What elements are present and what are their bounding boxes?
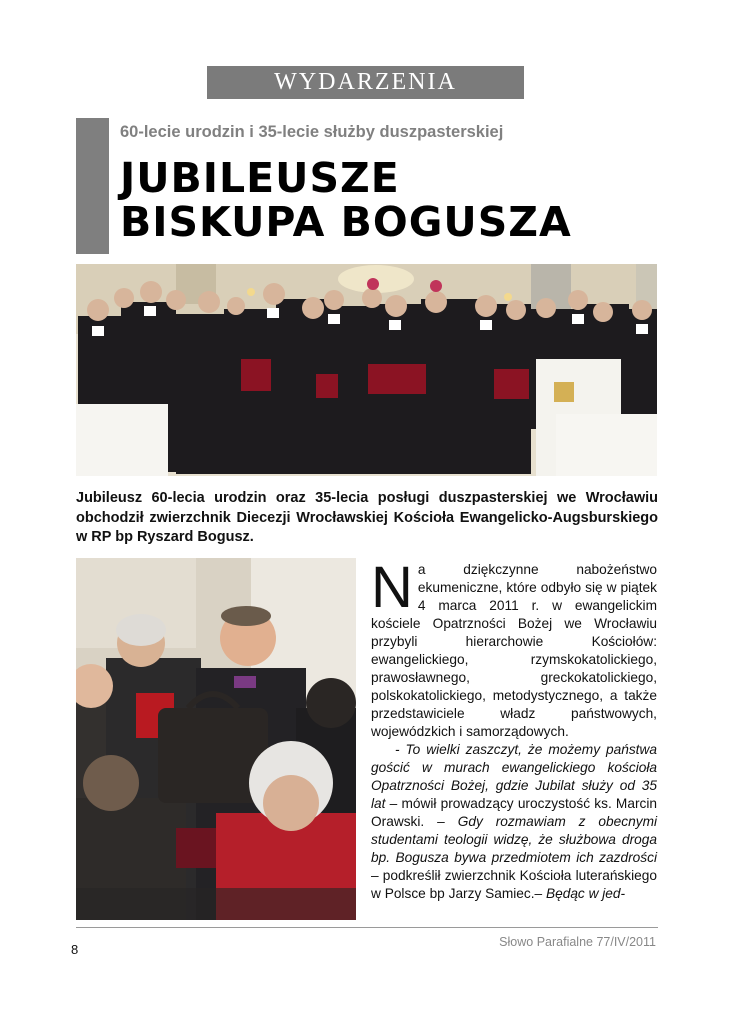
footer-divider xyxy=(76,927,658,928)
quote-3: Będąc w jed- xyxy=(545,886,626,901)
page-number: 8 xyxy=(71,942,79,957)
section-banner: WYDARZENIA xyxy=(207,66,524,99)
photo-bishop-gift xyxy=(76,558,356,920)
attribution-1: – mówił prowadzący uroczystość ks. Marcin Orawski. – xyxy=(371,796,657,829)
article-subtitle: 60-lecie urodzin i 35-lecie służby duszpasterskiej xyxy=(120,123,504,141)
drop-cap: N xyxy=(371,555,413,620)
article-body xyxy=(371,555,658,903)
article-lead: Jubileusz 60-lecia urodzin oraz 35-lecia posługi duszpasterskiej we Wrocławiu obchodził zwierzchnik Diecezji Wrocławskiej Kościoła Ewangelicko-Augsburskiego w RP bp Ryszard Bogusz. xyxy=(76,490,658,545)
body-paragraph-2 xyxy=(371,741,657,903)
publication-info: Słowo Parafialne 77/IV/2011 xyxy=(499,935,656,949)
article-title xyxy=(120,156,572,244)
photo-clergy-group xyxy=(76,264,657,476)
quote-1: - To wielki zaszczyt, że możemy państwa gościć w murach ewangelickiego kościoła Opatrzności Bożej, gdzie Jubilat służy od 35 lat xyxy=(371,742,657,811)
attribution-2: – podkreślił zwierzchnik Kościoła luterańskiego w Polsce bp Jarzy Samiec.– xyxy=(371,868,657,901)
body-paragraph-1: a dziękczynne nabożeństwo ekumeniczne, które odbyło się w piątek 4 marca 2011 r. w ewangelickim kościele Opatrzności Bożej we Wrocławiu przybyli hierarchowie Kościołów: ewangelickiego, rzymskokatolickiego, prawosławnego, greckokatolickiego, polskokatolickiego, metodystycznego, a także przedstawiciele władz państwowych, wojewódzkich i samorządowych. xyxy=(371,562,657,739)
title-line-1: JUBILEUSZE xyxy=(120,154,400,202)
title-accent-bar xyxy=(76,118,109,254)
title-line-2: BISKUPA BOGUSZA xyxy=(120,198,572,246)
quote-2: Gdy rozmawiam z obecnymi studentami teologii widzę, że służbowa droga bp. Bogusza bywa przedmiotem ich zazdrości xyxy=(371,814,658,865)
